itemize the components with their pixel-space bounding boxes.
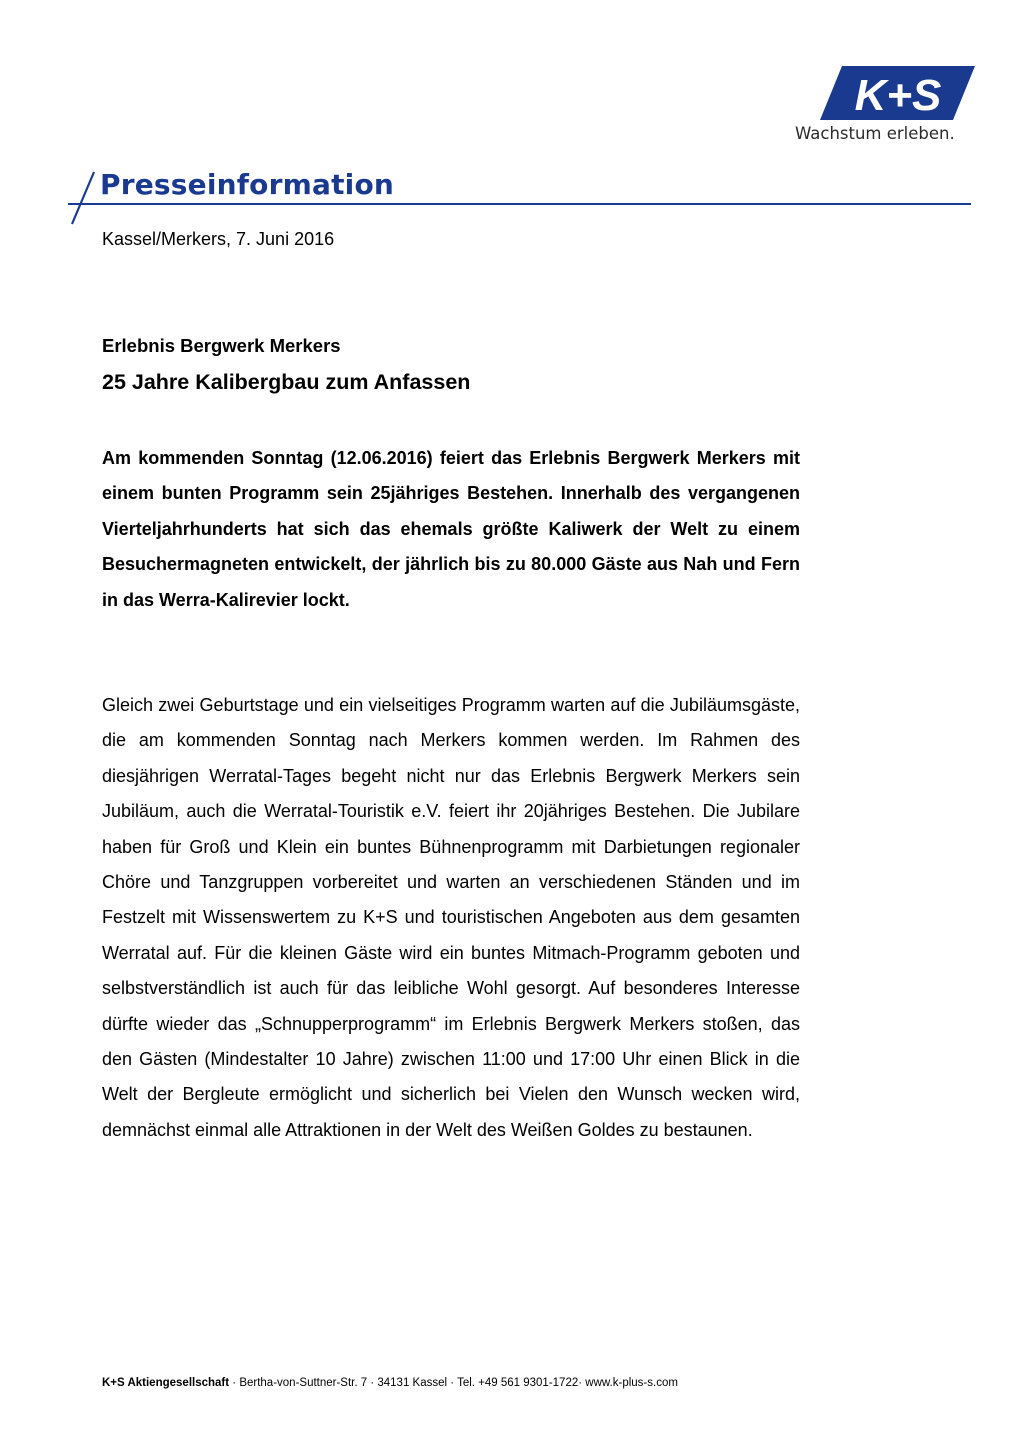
company-logo xyxy=(790,62,980,152)
footer xyxy=(102,1377,678,1389)
article-kicker: Erlebnis Bergwerk Merkers xyxy=(102,335,341,356)
footer-address: · Bertha-von-Suttner-Str. 7 · 34131 Kassel · Tel. +49 561 9301-1722· www.k-plus-s.com xyxy=(229,1377,678,1389)
ks-logo-mark xyxy=(820,66,975,120)
header-slash-mark xyxy=(62,168,102,228)
logo-wordmark: K+S xyxy=(854,71,942,120)
logo-tagline: Wachstum erleben. xyxy=(795,124,955,143)
body-paragraph: Gleich zwei Geburtstage und ein vielseitiges Programm warten auf die Jubiläumsgäste, die am kommenden Sonntag nach Merkers kommen werden. Im Rahmen des diesjährigen Werratal-Tages begeht nicht nur das Erlebnis Bergwerk Merkers sein Jubiläum, auch die Werratal-Touristik e.V. feiert ihr 20jähriges Bestehen. Die Jubilare haben für Groß und Klein ein buntes Bühnenprogramm mit Darbietungen regionaler Chöre und Tanzgruppen vorbereitet und warten an verschiedenen Ständen und im Festzelt mit Wissenswertem zu K+S und touristischen Angeboten aus dem gesamten Werratal auf. Für die kleinen Gäste wird ein buntes Mitmach-Programm geboten und selbstverständlich ist auch für das leibliche Wohl gesorgt. Auf besonderes Interesse dürfte wieder das „Schnupperprogramm“ im Erlebnis Bergwerk Merkers stoßen, das den Gästen (Mindestalter 10 Jahre) zwischen 11:00 und 17:00 Uhr einen Blick in die Welt der Bergleute ermöglicht und sicherlich bei Vielen den Wunsch wecken wird, demnächst einmal alle Attraktionen in der Welt des Weißen Goldes zu bestaunen. xyxy=(102,695,800,1140)
dateline: Kassel/Merkers, 7. Juni 2016 xyxy=(102,229,335,249)
footer-company: K+S Aktiengesellschaft xyxy=(102,1377,230,1389)
lead-paragraph: Am kommenden Sonntag (12.06.2016) feiert das Erlebnis Bergwerk Merkers mit einem bunten Programm sein 25jähriges Bestehen. Innerhalb des vergangenen Vierteljahrhunderts hat sich das ehemals größte Kaliwerk der Welt zu einem Besuchermagneten entwickelt, der jährlich bis zu 80.000 Gäste aus Nah und Fern in das Werra-Kalirevier lockt. xyxy=(102,448,800,610)
page-title: Presseinformation xyxy=(100,168,395,201)
header-divider xyxy=(68,203,971,205)
article-headline: 25 Jahre Kalibergbau zum Anfassen xyxy=(102,370,471,394)
